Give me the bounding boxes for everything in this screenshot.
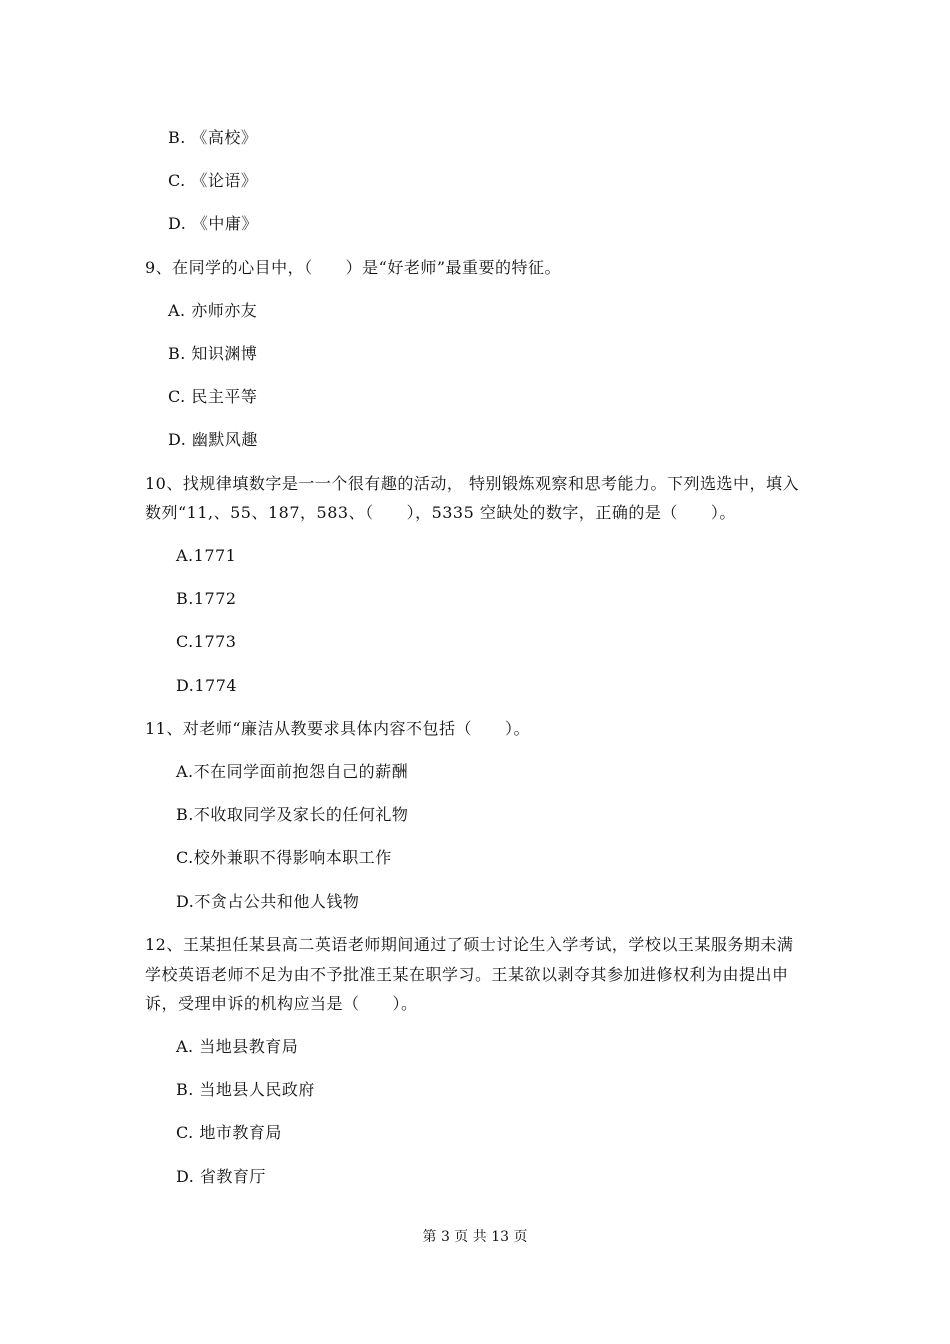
q12-option-d: D. 省教育厅 [176,1167,266,1186]
q10-stem-line2: 数列“11,、55、187，583、（ ），5335 空缺处的数字，正确的是（ ）。 [145,503,736,522]
q8-option-b: B. 《高校》 [168,128,258,147]
q10-option-d: D.1774 [176,676,238,695]
q8-option-d: D. 《中庸》 [168,214,258,233]
q11-stem: 11、对老师“廉洁从教要求具体内容不包括（ ）。 [145,719,531,738]
q12-option-a: A. 当地县教育局 [176,1037,299,1056]
q12-stem-line2: 学校英语老师不足为由不予批准王某在职学习。王某欲以剥夺其参加进修权利为由提出申 [145,965,789,984]
q10-option-b: B.1772 [176,589,237,608]
q12-option-c: C. 地市教育局 [176,1123,282,1142]
q10-stem-line1: 10、找规律填数字是一一个很有趣的活动， 特别锻炼观察和思考能力。下列选选中，填入 [145,474,799,493]
q9-option-b: B. 知识渊博 [168,344,258,363]
q9-option-c: C. 民主平等 [168,387,258,406]
q12-option-b: B. 当地县人民政府 [176,1080,315,1099]
q11-option-b: B.不收取同学及家长的任何礼物 [176,805,409,824]
q11-option-a: A.不在同学面前抱怨自己的薪酬 [176,762,409,781]
q10-option-a: A.1771 [176,546,237,565]
q8-option-c: C. 《论语》 [168,171,258,190]
q11-option-c: C.校外兼职不得影响本职工作 [176,848,392,867]
q12-stem-line1: 12、王某担任某县高二英语老师期间通过了硕士讨论生入学考试，学校以王某服务期未满 [145,935,794,954]
q12-stem-line3: 诉，受理申诉的机构应当是（ ）。 [145,994,418,1013]
page-footer: 第 3 页 共 13 页 [422,1229,528,1245]
q9-stem: 9、在同学的心目中，（ ）是“好老师”最重要的特征。 [145,258,562,277]
q10-option-c: C.1773 [176,632,237,651]
q11-option-d: D.不贪占公共和他人钱物 [176,892,360,911]
q9-option-d: D. 幽默风趣 [168,430,258,449]
q9-option-a: A. 亦师亦友 [168,301,258,320]
